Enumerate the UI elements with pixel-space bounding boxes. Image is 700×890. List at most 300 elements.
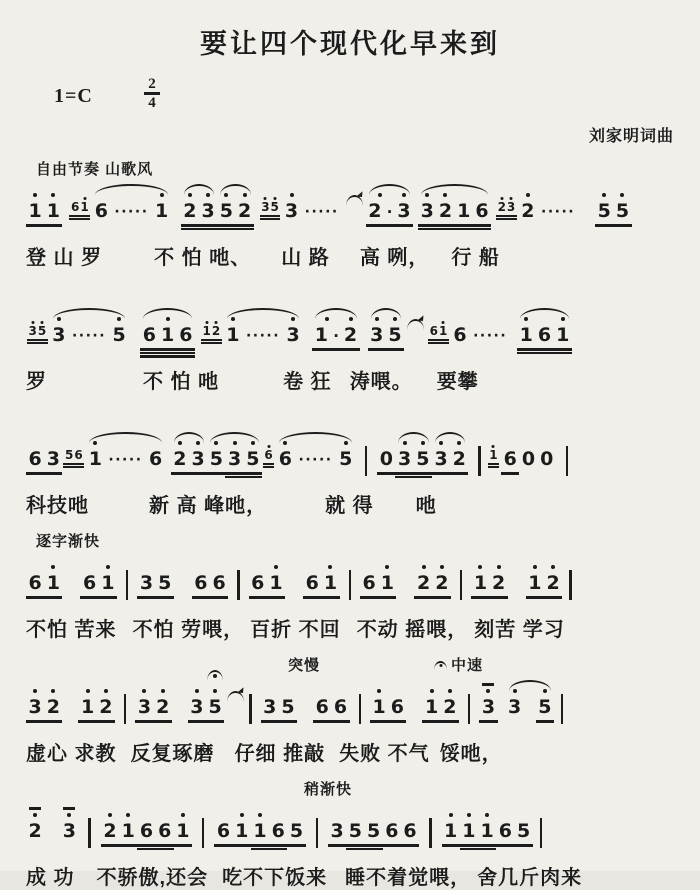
octave-dot xyxy=(551,565,555,569)
barline xyxy=(566,446,568,476)
note: 1 xyxy=(471,571,489,595)
barline xyxy=(460,570,462,600)
augmentation-dot: · xyxy=(381,203,393,221)
note: 1 xyxy=(517,323,535,347)
octave-dot xyxy=(328,565,332,569)
note: 1 xyxy=(478,819,496,843)
continuation-dots: ····· xyxy=(298,452,333,468)
note: 6 xyxy=(137,819,155,843)
third-underline xyxy=(177,355,195,357)
tempo-row xyxy=(26,776,674,797)
tempo-marking: 自由节奏 山歌风 xyxy=(36,161,154,178)
octave-dot xyxy=(510,197,513,200)
note: 1 xyxy=(455,199,473,223)
slur-arc xyxy=(50,323,129,347)
note: 5 xyxy=(287,819,305,843)
grace-note: 5 xyxy=(270,201,279,214)
music-system xyxy=(26,652,674,766)
slur-arc xyxy=(366,199,413,223)
octave-dot xyxy=(86,689,90,693)
grace-note: 1 xyxy=(202,325,211,338)
octave-dot xyxy=(273,197,276,200)
lyric-segment: 舍几斤肉来 xyxy=(477,867,583,889)
octave-dot xyxy=(393,317,397,321)
note: 6 xyxy=(177,323,195,347)
octave-dot xyxy=(67,813,71,817)
note: 5 xyxy=(110,323,128,347)
slur-arc xyxy=(432,447,468,471)
octave-dot xyxy=(231,317,235,321)
tempo-marking: 中速 xyxy=(434,654,483,675)
lyrics-row xyxy=(26,489,674,518)
continuation-dots: ····· xyxy=(108,452,143,468)
grace-note-group xyxy=(488,448,499,462)
barline xyxy=(569,570,571,600)
tempo-row xyxy=(26,156,674,177)
octave-dot xyxy=(349,317,353,321)
barline xyxy=(316,818,318,848)
note: 5 xyxy=(156,571,174,595)
octave-dot xyxy=(240,813,244,817)
note: 6 xyxy=(331,695,349,719)
octave-dot xyxy=(264,197,267,200)
octave-dot xyxy=(375,317,379,321)
notes-row xyxy=(26,549,674,611)
octave-dot xyxy=(205,321,208,324)
grace-note: 1 xyxy=(438,325,447,338)
grace-note: 2 xyxy=(211,325,220,338)
note: 6 xyxy=(303,571,321,595)
note: 1 xyxy=(78,695,96,719)
octave-dot xyxy=(457,441,461,445)
octave-dot xyxy=(33,813,37,817)
barline xyxy=(237,570,239,600)
barline xyxy=(126,570,128,600)
note: 5 xyxy=(613,199,631,223)
octave-dot xyxy=(291,317,295,321)
note: 1 xyxy=(460,819,478,843)
octave-dot xyxy=(443,193,447,197)
note: 1 · xyxy=(312,323,341,347)
note: 1 xyxy=(224,323,242,347)
grace-note: 6 xyxy=(264,449,273,462)
note: 6 xyxy=(453,324,467,346)
note: 1 xyxy=(251,819,269,843)
note: 3 xyxy=(328,819,346,843)
note: 2 xyxy=(450,447,468,471)
continuation-dots: ····· xyxy=(541,204,576,220)
note: 1 xyxy=(554,323,572,347)
note: 5 xyxy=(279,695,297,719)
barline xyxy=(349,570,351,600)
note: 6 xyxy=(401,819,419,843)
note: 5 xyxy=(217,199,235,223)
lyrics-row xyxy=(26,365,674,394)
note: 1 xyxy=(99,571,117,595)
lyric-segment: 高 咧， xyxy=(359,247,430,269)
note: 2 xyxy=(235,199,253,223)
note: 3 xyxy=(368,323,386,347)
note: 6 xyxy=(276,447,294,471)
octave-dot xyxy=(243,193,247,197)
note: 3 xyxy=(479,695,497,719)
octave-dot xyxy=(258,813,262,817)
octave-dot xyxy=(213,689,217,693)
note: 2 xyxy=(544,571,562,595)
slur-arc xyxy=(506,695,554,719)
note: 2 xyxy=(181,199,199,223)
note: 3 xyxy=(188,695,206,719)
note: 5 xyxy=(364,819,382,843)
tempo-row xyxy=(26,652,674,673)
note: 1 xyxy=(321,571,339,595)
octave-dot xyxy=(33,193,37,197)
lyric-segment: 失败 不气 xyxy=(339,743,430,765)
note: 2 xyxy=(341,323,359,347)
note: 5 xyxy=(207,447,225,471)
note: 5 xyxy=(386,323,404,347)
octave-dot xyxy=(274,565,278,569)
note: 6 xyxy=(192,571,210,595)
octave-dot xyxy=(561,317,565,321)
note: 6 xyxy=(501,447,519,471)
lyric-segment: 登 山 罗 xyxy=(26,247,103,269)
grace-note: 6 xyxy=(70,200,80,214)
slur-arc xyxy=(86,447,165,471)
grace-note-group xyxy=(260,200,281,214)
lyric-segment: 科技吔 xyxy=(26,495,89,517)
continuation-dots: ····· xyxy=(71,328,107,344)
note: 2 xyxy=(436,199,454,223)
octave-dot xyxy=(206,193,210,197)
note: 6 xyxy=(26,571,44,595)
octave-dot xyxy=(524,317,528,321)
tenuto-mark xyxy=(29,807,41,810)
octave-dot xyxy=(402,193,406,197)
octave-dot xyxy=(31,321,34,324)
octave-dot xyxy=(385,565,389,569)
octave-dot xyxy=(422,565,426,569)
octave-dot xyxy=(430,689,434,693)
barline xyxy=(249,694,251,724)
slur-arc xyxy=(224,323,303,347)
notes-row xyxy=(26,425,674,487)
octave-dot xyxy=(344,441,348,445)
lyric-segment: 馁吔， xyxy=(439,743,503,765)
note: 2 xyxy=(433,571,451,595)
barline xyxy=(88,818,90,848)
lyric-segment: 不怕 劳喂， xyxy=(132,619,245,641)
tempo-marking: 突慢 xyxy=(288,657,321,674)
notes-row xyxy=(26,673,674,735)
lyric-segment: 卷 狂 xyxy=(283,371,332,393)
lyric-segment: 行 船 xyxy=(451,247,500,269)
slur-arc xyxy=(140,323,195,347)
notes-row xyxy=(26,177,674,239)
octave-dot xyxy=(108,813,112,817)
time-signature-numerator: 2 xyxy=(148,76,156,92)
notes-row xyxy=(26,797,674,859)
octave-dot xyxy=(377,689,381,693)
continuation-dots: ····· xyxy=(245,328,281,344)
note: 1 xyxy=(26,199,44,223)
breath-arrow-icon xyxy=(346,195,363,206)
note: 5 xyxy=(414,447,432,471)
grace-note-group xyxy=(27,324,48,338)
barline xyxy=(429,818,431,848)
lyrics-row xyxy=(26,241,674,270)
music-system xyxy=(26,528,674,642)
slur-arc xyxy=(368,323,404,347)
octave-dot xyxy=(188,193,192,197)
note: 1 xyxy=(526,571,544,595)
note: 6 xyxy=(360,571,378,595)
note: 1 xyxy=(153,199,171,223)
octave-dot xyxy=(126,813,130,817)
octave-dot xyxy=(93,441,97,445)
octave-dot xyxy=(51,689,55,693)
grace-note: 6 xyxy=(74,448,83,462)
note: 1 xyxy=(442,819,460,843)
note: 3 xyxy=(50,323,68,347)
lyric-segment: 不 怕 吔 xyxy=(143,371,220,393)
grace-note-group xyxy=(428,324,449,338)
barline xyxy=(365,446,367,476)
barline xyxy=(561,694,563,724)
music-system xyxy=(26,404,674,518)
octave-dot xyxy=(492,445,495,448)
note: 2 xyxy=(97,695,115,719)
note: 1 xyxy=(370,695,388,719)
continuation-dots: ····· xyxy=(473,328,508,344)
octave-dot xyxy=(513,689,517,693)
slur-arc xyxy=(92,199,171,223)
tempo-marking: 稍渐快 xyxy=(304,781,353,798)
slur-arc xyxy=(418,199,491,223)
lyric-segment: 虚心 求教 xyxy=(26,743,117,765)
barline xyxy=(478,446,480,476)
note: 3 xyxy=(282,199,300,223)
grace-note: 6 xyxy=(429,324,438,338)
note: 2 xyxy=(44,695,62,719)
octave-dot xyxy=(290,193,294,197)
lyric-segment: 吔 xyxy=(415,495,437,517)
lyric-segment: 新 高 峰吔， xyxy=(149,495,268,517)
note: 3 xyxy=(135,695,153,719)
slur-arc xyxy=(395,447,431,471)
note: 6 xyxy=(26,447,44,471)
lyric-segment: 就 得 xyxy=(325,495,374,517)
note: 3 xyxy=(418,199,436,223)
lyrics-row xyxy=(26,737,674,766)
octave-dot xyxy=(233,441,237,445)
barline xyxy=(540,818,542,848)
note: 1 xyxy=(422,695,440,719)
barline xyxy=(359,694,361,724)
octave-dot xyxy=(51,193,55,197)
note: 6 xyxy=(249,571,267,595)
lyric-segment: 山 路 xyxy=(281,247,330,269)
note: 1 xyxy=(44,199,62,223)
octave-dot xyxy=(448,689,452,693)
note: 6 xyxy=(313,695,331,719)
grace-note-group xyxy=(496,200,517,214)
rest-note: 0 xyxy=(540,448,554,470)
note: 3 xyxy=(284,323,302,347)
note: 6 xyxy=(140,323,158,347)
slur-arc xyxy=(217,199,253,223)
note: 5 xyxy=(346,819,364,843)
note: 3 xyxy=(395,447,413,471)
lyric-segment: 不骄傲,还会 xyxy=(96,867,209,889)
notes-row xyxy=(26,301,674,363)
note: 5 xyxy=(337,447,355,471)
note: 3 xyxy=(261,695,279,719)
octave-dot xyxy=(160,193,164,197)
octave-dot xyxy=(106,565,110,569)
key-signature-row xyxy=(26,76,674,117)
slur-arc xyxy=(207,447,262,471)
octave-dot xyxy=(442,321,445,324)
note: 6 xyxy=(473,199,491,223)
octave-dot xyxy=(526,193,530,197)
slur-arc xyxy=(276,447,355,471)
grace-note: 2 xyxy=(497,201,506,214)
lyric-segment: 不怕 苦来 xyxy=(26,619,117,641)
grace-note-group xyxy=(263,448,274,462)
note: 1 xyxy=(44,571,62,595)
note: 3 xyxy=(26,695,44,719)
continuation-dots: ····· xyxy=(304,204,339,220)
octave-dot xyxy=(166,317,170,321)
octave-dot xyxy=(57,317,61,321)
note: 1 xyxy=(378,571,396,595)
note: 6 xyxy=(535,323,553,347)
note: 5 xyxy=(595,199,613,223)
note: 6 xyxy=(210,571,228,595)
octave-dot xyxy=(478,565,482,569)
lyric-segment: 成 功 xyxy=(26,867,75,889)
note: 6 xyxy=(214,819,232,843)
octave-dot xyxy=(83,197,86,200)
octave-dot xyxy=(33,689,37,693)
octave-dot xyxy=(439,441,443,445)
slur-arc xyxy=(312,323,359,347)
note: 3 xyxy=(432,447,450,471)
note: 3 xyxy=(44,447,62,471)
grace-note: 3 xyxy=(28,325,37,338)
rest-note: 0 xyxy=(521,448,536,470)
lyric-segment: 罗 xyxy=(26,371,47,393)
barline xyxy=(202,818,204,848)
octave-dot xyxy=(449,813,453,817)
octave-dot xyxy=(181,813,185,817)
octave-dot xyxy=(403,441,407,445)
slur-arc xyxy=(181,199,217,223)
octave-dot xyxy=(251,441,255,445)
note: 1 xyxy=(233,819,251,843)
slur-arc xyxy=(171,447,207,471)
third-underline xyxy=(159,355,177,357)
slur-arc xyxy=(517,323,572,347)
octave-dot xyxy=(267,445,270,448)
note: 2 xyxy=(154,695,172,719)
time-signature xyxy=(144,77,160,110)
lyrics-row xyxy=(26,613,674,642)
lyric-segment: 百折 不回 xyxy=(250,619,341,641)
note: 6 xyxy=(94,200,108,222)
note: 3 xyxy=(199,199,217,223)
octave-dot xyxy=(117,317,121,321)
music-system xyxy=(26,156,674,270)
barline xyxy=(124,694,126,724)
grace-note: 1 xyxy=(489,449,498,462)
note: 2 xyxy=(171,447,189,471)
note: 3 xyxy=(225,447,243,471)
lyric-segment: 吃不下饭来 xyxy=(222,867,328,889)
tempo-row xyxy=(26,528,674,549)
grace-note: 3 xyxy=(261,201,270,214)
tempo-marking: 逐字渐快 xyxy=(36,533,101,550)
augmentation-dot: · xyxy=(328,327,339,345)
octave-dot xyxy=(486,689,490,693)
note: 2 xyxy=(26,819,44,843)
note: 3 xyxy=(137,571,155,595)
note: 6 xyxy=(388,695,406,719)
grace-note-group xyxy=(63,448,84,462)
note: 6 xyxy=(80,571,98,595)
note: 2 xyxy=(101,819,119,843)
octave-dot xyxy=(178,441,182,445)
octave-dot xyxy=(543,689,547,693)
note: 3 xyxy=(60,819,78,843)
note: 1 xyxy=(267,571,285,595)
octave-dot xyxy=(214,441,218,445)
octave-dot xyxy=(51,565,55,569)
note: 5 xyxy=(536,695,554,719)
grace-note: 3 xyxy=(506,201,515,214)
continuation-dots: ····· xyxy=(114,204,149,220)
octave-dot xyxy=(497,565,501,569)
note: 5 xyxy=(514,819,532,843)
note: 6 xyxy=(496,819,514,843)
note: 1 xyxy=(159,323,177,347)
time-signature-denominator: 4 xyxy=(148,94,156,111)
octave-dot xyxy=(215,321,218,324)
music-systems xyxy=(26,156,674,890)
lyric-segment: 睡不着觉喂， xyxy=(345,867,472,889)
breath-arrow-icon xyxy=(227,691,244,702)
note: 2 xyxy=(414,571,432,595)
grace-note: 5 xyxy=(64,448,74,462)
note: 1 xyxy=(119,819,137,843)
lyric-segment: 涛喂。 xyxy=(349,371,413,393)
note: 6 xyxy=(383,819,401,843)
tempo-row xyxy=(26,280,674,301)
third-underline xyxy=(140,355,158,357)
rest-note: 0 xyxy=(377,447,395,471)
lyric-segment: 仔细 推敲 xyxy=(234,743,326,765)
note: 2 · xyxy=(366,199,395,223)
composer-credit: 刘家明词曲 xyxy=(588,128,674,145)
octave-dot xyxy=(325,317,329,321)
song-title: 要让四个现代化早来到 xyxy=(200,29,500,59)
lyric-segment: 不 怕 吔、 xyxy=(154,247,252,269)
note: 3 xyxy=(395,199,413,223)
octave-dot xyxy=(283,441,287,445)
fermata-icon xyxy=(434,661,447,670)
octave-dot xyxy=(440,565,444,569)
